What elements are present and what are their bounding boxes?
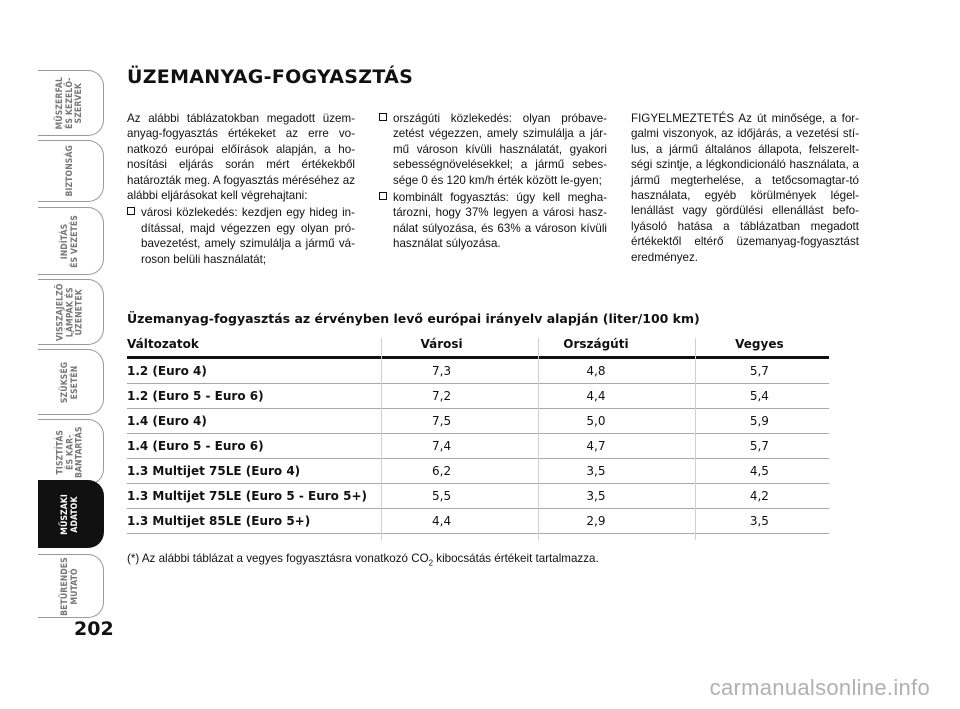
checkbox-bullet-icon — [127, 207, 135, 215]
bullet-text: városi közlekedés: kezdjen egy hideg in-dítással, majd végezzen egy olyan pró-bavezetést, amely szimulálja a jármű vá-roson belüli használatát; — [141, 206, 355, 266]
extra-urban-cell: 4,8 — [502, 358, 690, 384]
urban-cell: 5,5 — [381, 484, 502, 509]
tab-beturendes[interactable] — [38, 554, 104, 618]
table-row — [127, 409, 829, 434]
tab-szukseg[interactable] — [38, 349, 104, 415]
extra-urban-cell: 4,4 — [502, 384, 690, 409]
table-row — [127, 434, 829, 459]
bullet-item — [379, 190, 607, 252]
table-row — [127, 459, 829, 484]
tab-visszajelzo[interactable] — [38, 279, 104, 345]
extra-urban-cell: 2,9 — [502, 509, 690, 534]
table-row — [127, 509, 829, 534]
tab-tisztitas[interactable] — [38, 419, 104, 485]
header-urban: Városi — [381, 332, 502, 358]
combined-cell: 5,4 — [690, 384, 829, 409]
warning-paragraph: FIGYELMEZTETÉS Az út minősége, a for-galmi viszonyok, az időjárás, a vezetési stí-lus, a jármű általános állapota, felszerelt-ségi szintje, a légkondicionáló használata, a jármű megterhelése, a tetőcsomagtar-tó használata, egyéb körülmények légel-lenállást vagy gördülési ellenállást befo-lyásoló hatása a táblázatban megadott értékektől eltérő üzemanyag-fogyasztást eredményez. — [631, 112, 859, 264]
table-row — [127, 358, 829, 384]
variant-cell: 1.3 Multijet 75LE (Euro 5 - Euro 5+) — [127, 484, 381, 509]
combined-cell: 4,5 — [690, 459, 829, 484]
tab-label: TISZTÍTÁS ÉS KAR- BANTARTÁS — [55, 426, 85, 478]
tab-label: VISSZAJELZŐ LÁMPÁK ÉS ÜZENETEK — [55, 283, 85, 341]
table-row — [127, 384, 829, 409]
urban-cell: 7,2 — [381, 384, 502, 409]
tab-biztonsag[interactable] — [38, 140, 104, 202]
table-header-row — [127, 332, 829, 358]
extra-urban-cell: 4,7 — [502, 434, 690, 459]
footnote-text-end: kibocsátás értékeit tartalmazza. — [433, 552, 599, 565]
combined-cell: 3,5 — [690, 509, 829, 534]
footnote — [127, 552, 599, 567]
combined-cell: 5,7 — [690, 358, 829, 384]
tab-label: INDÍTÁS ÉS VEZETÉS — [59, 214, 80, 268]
table-row — [127, 484, 829, 509]
page-title: ÜZEMANYAG-FOGYASZTÁS — [127, 66, 414, 88]
tab-label: MŰSZAKI ADATOK — [59, 493, 80, 535]
tab-inditas[interactable] — [38, 207, 104, 275]
text-column-3 — [631, 111, 859, 265]
page-number: 202 — [74, 618, 114, 640]
variant-cell: 1.3 Multijet 85LE (Euro 5+) — [127, 509, 381, 534]
intro-paragraph: Az alábbi táblázatokban megadott üzem-anyag-fogyasztás értékeket az erre vo-natkozó európai előírások alapján, a ho-nosítási eljárás során mért értékekből határozták meg. A fogyasztás méréséhez az alábbi eljárásokat kell végrehajtani: — [127, 112, 355, 203]
footnote-text: (*) Az alábbi táblázat a vegyes fogyasztásra vonatkozó CO — [127, 552, 429, 565]
column-divider — [695, 338, 696, 540]
variant-cell: 1.2 (Euro 5 - Euro 6) — [127, 384, 381, 409]
variant-cell: 1.4 (Euro 4) — [127, 409, 381, 434]
header-variants: Változatok — [127, 332, 381, 358]
tab-muszaki-adatok[interactable] — [38, 480, 104, 548]
combined-cell: 5,7 — [690, 434, 829, 459]
checkbox-bullet-icon — [379, 113, 387, 121]
bullet-item — [379, 111, 607, 188]
variant-cell: 1.4 (Euro 5 - Euro 6) — [127, 434, 381, 459]
urban-cell: 7,5 — [381, 409, 502, 434]
extra-urban-cell: 3,5 — [502, 484, 690, 509]
tab-label: BIZTONSÁG — [64, 145, 75, 197]
bullet-text: kombinált fogyasztás: úgy kell megha-tározni, hogy 37% legyen a városi hasz-nálat súlyozása, és 63% a városon kívüli használat súlyozása. — [393, 191, 607, 251]
urban-cell: 4,4 — [381, 509, 502, 534]
tab-label: MŰSZERFAL ÉS KEZELŐ- SZERVEK — [55, 76, 85, 130]
urban-cell: 6,2 — [381, 459, 502, 484]
text-column-1 — [127, 111, 355, 267]
urban-cell: 7,3 — [381, 358, 502, 384]
tab-label: BETŰRENDES MUTATÓ — [60, 556, 80, 616]
watermark: carmanualsonline.info — [709, 675, 930, 700]
extra-urban-cell: 3,5 — [502, 459, 690, 484]
tab-muszerfal[interactable] — [38, 70, 104, 136]
variant-cell: 1.2 (Euro 4) — [127, 358, 381, 384]
variant-cell: 1.3 Multijet 75LE (Euro 4) — [127, 459, 381, 484]
column-divider — [381, 338, 382, 540]
tab-label: SZÜKSÉG ESETÉN — [60, 361, 80, 403]
consumption-table — [127, 332, 829, 534]
urban-cell: 7,4 — [381, 434, 502, 459]
combined-cell: 4,2 — [690, 484, 829, 509]
table-title: Üzemanyag-fogyasztás az érvényben levő európai irányelv alapján (liter/100 km) — [127, 311, 700, 326]
extra-urban-cell: 5,0 — [502, 409, 690, 434]
column-divider — [538, 338, 539, 540]
combined-cell: 5,9 — [690, 409, 829, 434]
checkbox-bullet-icon — [379, 192, 387, 200]
header-extra-urban: Országúti — [502, 332, 690, 358]
bullet-text: országúti közlekedés: olyan próbave-zetést végezzen, amely szimulálja a jár-mű városon kívüli használatát, gyakori sebességnövelésekkel; a jármű sebes-sége 0 és 120 km/h érték között le-gyen; — [393, 112, 607, 187]
text-column-2 — [379, 111, 607, 252]
header-combined: Vegyes — [690, 332, 829, 358]
bullet-item — [127, 205, 355, 267]
footnote-subscript: 2 — [428, 558, 434, 568]
